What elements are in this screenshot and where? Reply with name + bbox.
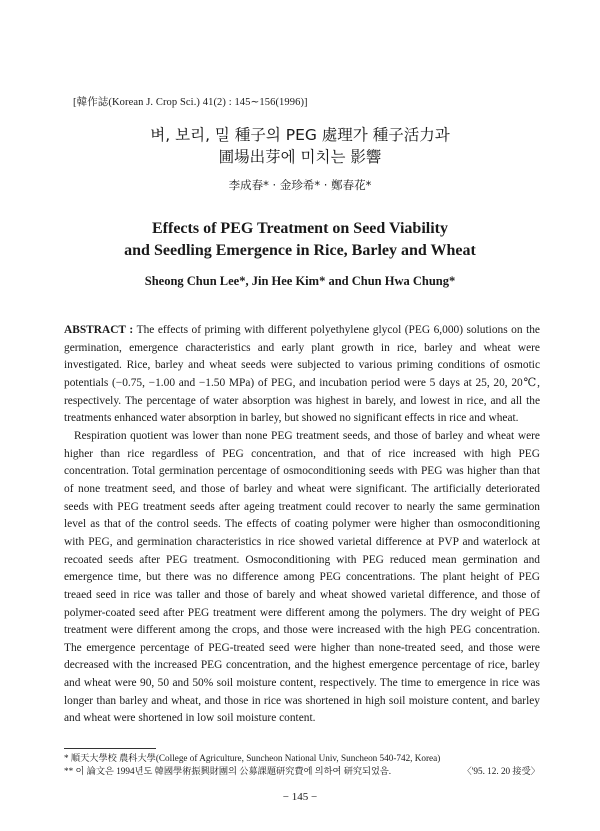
footnotes xyxy=(64,752,540,778)
received-date: 〈'95. 12. 20 接受〉 xyxy=(462,766,540,776)
korean-title xyxy=(0,124,600,168)
footnote-divider xyxy=(64,748,156,749)
abstract-paragraph-1 xyxy=(64,322,540,428)
korean-title-line-1: 벼, 보리, 밀 種子의 PEG 處理가 種子活力과 xyxy=(150,126,450,144)
english-title-line-2: and Seedling Emergence in Rice, Barley and Wheat xyxy=(124,242,476,259)
english-authors: Sheong Chun Lee*, Jin Hee Kim* and Chun Hwa Chung* xyxy=(144,274,456,288)
english-title-line-1: Effects of PEG Treatment on Seed Viability xyxy=(152,220,448,237)
english-title xyxy=(0,218,600,262)
korean-title-line-2: 圃場出芽에 미치는 影響 xyxy=(218,148,382,166)
footnote-affiliation: * 順天大學校 農科大學(College of Agriculture, Suncheon National Univ, Suncheon 540-742, Korea) xyxy=(64,753,441,763)
abstract-paragraph-2: Respiration quotient was lower than none PEG treatment seeds, and those of barley and wheat were higher than rice regardless of PEG concentration, and that of rice increased with high PEG concentration. Total germination percentage of osmoconditioning seeds with PEG was higher than that of none treatment seed, and those of barley and wheat were significant. The artificially deteriorated seeds with PEG treatment seeds after ageing treatment could recover to nearly the same germination level as that of the control seeds. The effects of coating polymer were higher than osmoconditioning with PEG, and germination characteristics in rice showed varietal difference at PVP and waterlock at recoated seeds after PEG treatment. Osmoconditioning with PEG reduced mean germination and emergence time, but there was no difference among PEG concentrations. The plant height of PEG treaed seed in rice was taller and those of barely and wheat showed varietal difference, and those of polymer-coated seed after PEG treatment were different among the polymers. The dry weight of PEG treatment were different among the crops, and those were increased with the high PEG concentration. The emergence percentage of PEG-treated seed were higher than none-treated seed, and those were decreased with the increased PEG concentration, and the highest emergence percentage of rice, barley and wheat were 90, 50 and 50% soil moisture content, respectively. The time to emergence in rice was longer than barley and wheat, and those in rice was shortened in high soil moisture content, and barley and wheat were shortened in low soil moisture content. xyxy=(64,429,540,725)
abstract-label: ABSTRACT : xyxy=(64,324,137,336)
footnote-funding: ** 이 論文은 1994년도 韓國學術振興財團의 公募課題研究費에 의하여 研究되었음. xyxy=(64,766,392,776)
footnote-funding-row xyxy=(64,765,540,778)
abstract xyxy=(64,322,540,728)
page-number: − 145 − xyxy=(282,791,318,803)
journal-reference: [韓作誌(Korean J. Crop Sci.) 41(2) : 145∼156(1996)] xyxy=(73,97,308,108)
abstract-paragraph-1-text: The effects of priming with different polyethylene glycol (PEG 6,000) solutions on the germination, emergence characteristics and early plant growth in rice, barley and wheat were investigated. Rice, barley and wheat seeds were subjected to various priming conditions of osmotic potentials (−0.75, −1.00 and −1.50 MPa) of PEG, and incubation period were 5 days at 25, 20, 20℃, respectively. The percentage of water absorption was highest in barely, and lowest in rice, and all the treatments enhanced water absorption in barley, but showed no significant effects in rice and wheat. xyxy=(64,324,540,425)
korean-authors: 李成春* · 金珍希* · 鄭春花* xyxy=(228,178,372,192)
